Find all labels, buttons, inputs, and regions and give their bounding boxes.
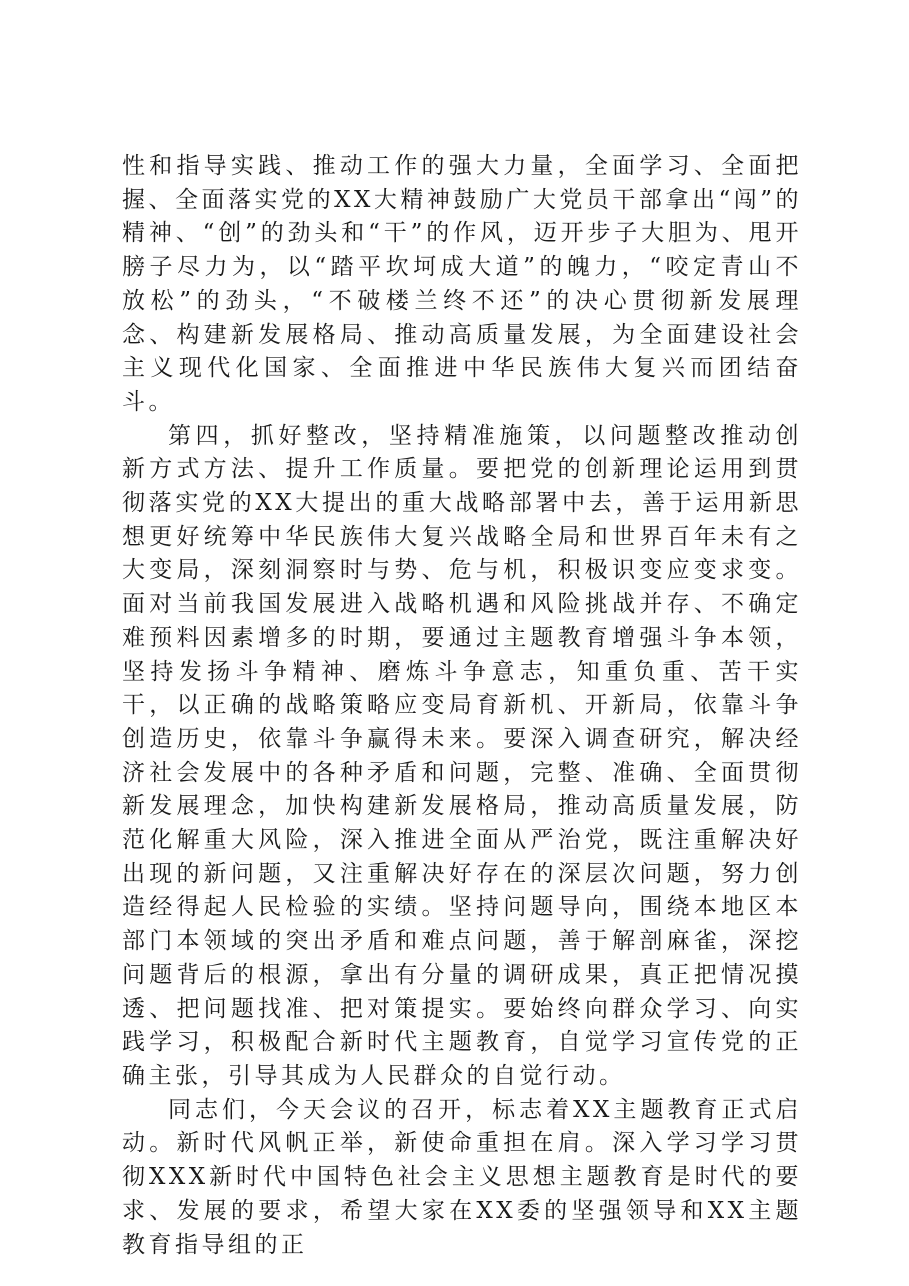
document-body — [122, 150, 802, 1262]
paragraph-fourth-point: 第四，抓好整改，坚持精准施策，以问题整改推动创新方式方法、提升工作质量。要把党的创新理论运用到贯彻落实党的XX大提出的重大战略部署中去，善于运用新思想更好统筹中华民族伟大复兴战略全局和世界百年未有之大变局，深刻洞察时与势、危与机，积极识变应变求变。面对当前我国发展进入战略机遇和风险挑战并存、不确定难预料因素增多的时期，要通过主题教育增强斗争本领，坚持发扬斗争精神、磨炼斗争意志，知重负重、苦干实干，以正确的战略策略应变局育新机、开新局，依靠斗争创造历史，依靠斗争赢得未来。要深入调查研究，解决经济社会发展中的各种矛盾和问题，完整、准确、全面贯彻新发展理念，加快构建新发展格局，推动高质量发展，防范化解重大风险，深入推进全面从严治党，既注重解决好出现的新问题，又注重解决好存在的深层次问题，努力创造经得起人民检验的实绩。坚持问题导向，围绕本地区本部门本领域的突出矛盾和难点问题，善于解剖麻雀，深挖问题背后的根源，拿出有分量的调研成果，真正把情况摸透、把问题找准、把对策提实。要始终向群众学习、向实践学习，积极配合新时代主题教育，自觉学习宣传党的正确主张，引导其成为人民群众的自觉行动。 — [122, 422, 802, 1089]
paragraph-closing: 同志们，今天会议的召开，标志着XX主题教育正式启动。新时代风帆正举，新使命重担在肩。深入学习学习贯彻XXX新时代中国特色社会主义思想主题教育是时代的要求、发展的要求，希望大家在XX委的坚强领导和XX主题教育指导组的正 — [122, 1096, 802, 1258]
paragraph-continuation: 性和指导实践、推动工作的强大力量，全面学习、全面把握、全面落实党的XX大精神鼓励广大党员干部拿出“闯”的精神、“创”的劲头和“干”的作风，迈开步子大胆为、甩开膀子尽力为，以“踏平坎坷成大道”的魄力，“咬定青山不放松”的劲头，“不破楼兰终不还”的决心贯彻新发展理念、构建新发展格局、推动高质量发展，为全面建设社会主义现代化国家、全面推进中华民族伟大复兴而团结奋斗。 — [122, 153, 802, 415]
